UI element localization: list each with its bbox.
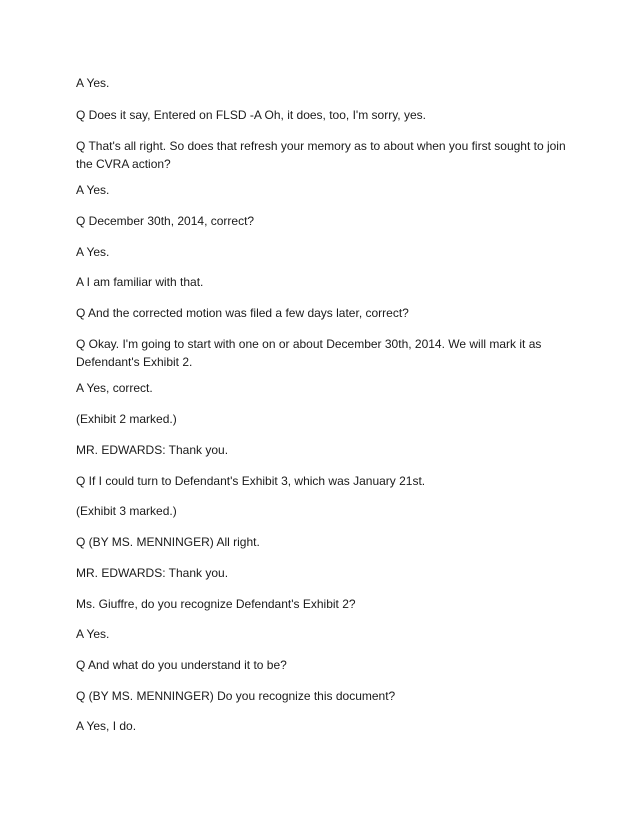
transcript-line: A Yes, correct. <box>76 381 153 395</box>
transcript-line: (Exhibit 3 marked.) <box>76 504 177 518</box>
transcript-line: MR. EDWARDS: Thank you. <box>76 443 229 457</box>
transcript-line: Q And what do you understand it to be? <box>76 658 287 672</box>
transcript-line: Q Does it say, Entered on FLSD -A Oh, it does, too, I'm sorry, yes. <box>76 108 426 122</box>
transcript-line: A Yes. <box>76 76 110 90</box>
transcript-line: Q (BY MS. MENNINGER) Do you recognize this document? <box>76 689 396 703</box>
transcript-line: A Yes. <box>76 627 110 641</box>
transcript-line: Q If I could turn to Defendant's Exhibit 3, which was January 21st. <box>76 474 426 488</box>
transcript-line: A Yes, I do. <box>76 719 137 733</box>
transcript-line: A Yes. <box>76 183 110 197</box>
transcript-line: Q December 30th, 2014, correct? <box>76 214 255 228</box>
transcript-line: Q That's all right. So does that refresh your memory as to about when you first sought to join the CVRA action? <box>76 139 566 171</box>
transcript-line: (Exhibit 2 marked.) <box>76 412 177 426</box>
transcript-line: Ms. Giuffre, do you recognize Defendant's Exhibit 2? <box>76 597 356 611</box>
transcript-line: Q Okay. I'm going to start with one on or about December 30th, 2014. We will mark it as Defendant's Exhibit 2. <box>76 337 542 369</box>
transcript-line: A Yes. <box>76 245 110 259</box>
transcript-line: Q And the corrected motion was filed a few days later, correct? <box>76 306 409 320</box>
transcript-line: MR. EDWARDS: Thank you. <box>76 566 229 580</box>
transcript-line: A I am familiar with that. <box>76 275 204 289</box>
transcript-line: Q (BY MS. MENNINGER) All right. <box>76 535 260 549</box>
